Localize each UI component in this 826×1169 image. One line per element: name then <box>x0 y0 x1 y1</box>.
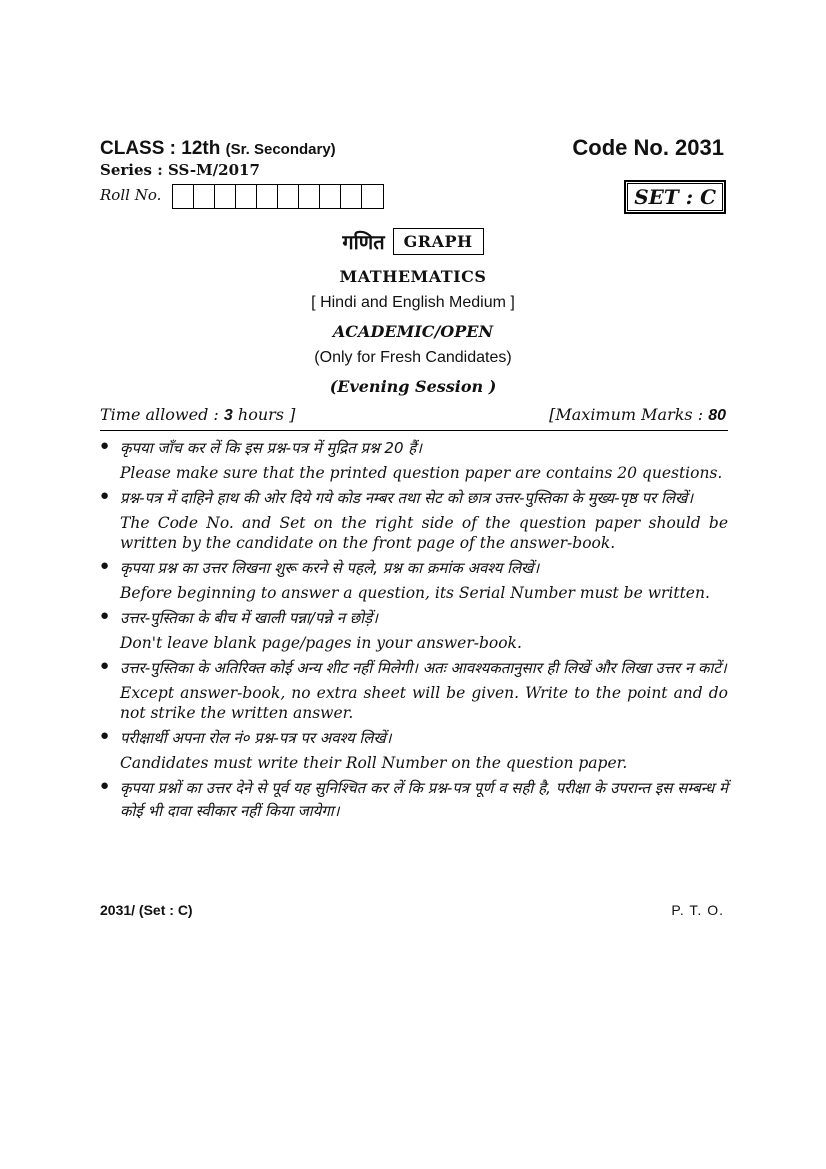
maximum-marks: [Maximum Marks : 80 <box>549 405 726 424</box>
medium-label: [ Hindi and English Medium ] <box>311 294 515 311</box>
instruction-hindi: कृपया जाँच कर लें कि इस प्रश्न-पत्र में मुद्रित प्रश्न 20 हैं। <box>120 439 422 457</box>
instruction-english: Don't leave blank page/pages in your answer-book. <box>120 634 522 652</box>
instruction-english: Except answer-book, no extra sheet will be given. Write to the point and do not strike the written answer. <box>120 684 728 722</box>
bullet-icon: ● <box>100 728 110 744</box>
instruction-hindi: उत्तर-पुस्तिका के बीच में खाली पन्ना/पन्ने न छोड़ें। <box>120 609 378 627</box>
mode-label: ACADEMIC/OPEN <box>332 322 494 341</box>
exam-info-row <box>100 405 726 425</box>
instructions-list <box>100 437 728 827</box>
instruction-item <box>100 557 728 603</box>
bullet-icon: ● <box>100 608 110 624</box>
hindi-subject-title: गणित <box>342 230 385 254</box>
roll-box <box>257 185 278 208</box>
instruction-item <box>100 657 728 723</box>
code-number: Code No. 2031 <box>572 135 724 160</box>
roll-box <box>341 185 362 208</box>
class-label: CLASS : 12th (Sr. Secondary) <box>100 138 336 159</box>
graph-box: GRAPH <box>393 228 484 255</box>
candidates-label: (Only for Fresh Candidates) <box>314 349 512 366</box>
instruction-hindi: कृपया प्रश्न का उत्तर लिखना शुरू करने से पहले, प्रश्न का क्रमांक अवश्य लिखें। <box>120 559 540 577</box>
bullet-icon: ● <box>100 438 110 454</box>
series-label: Series : SS-M/2017 <box>100 161 260 179</box>
instruction-hindi: उत्तर-पुस्तिका के अतिरिक्त कोई अन्य शीट नहीं मिलेगी। अतः आवश्यकतानुसार ही लिखें और लिखा उत्तर न काटें। <box>120 659 727 677</box>
instruction-item <box>100 777 728 823</box>
instruction-english: Candidates must write their Roll Number on the question paper. <box>120 754 628 772</box>
set-box <box>624 180 726 214</box>
marks-value: 80 <box>708 407 726 424</box>
roll-box <box>320 185 341 208</box>
instruction-english: Please make sure that the printed question paper are contains 20 questions. <box>120 464 723 482</box>
roll-number-boxes <box>172 184 384 209</box>
bullet-icon: ● <box>100 488 110 504</box>
instruction-item <box>100 437 728 483</box>
footer-paper-code: 2031/ (Set : C) <box>100 902 193 918</box>
divider <box>100 430 728 431</box>
time-value: 3 <box>223 407 233 424</box>
bullet-icon: ● <box>100 658 110 674</box>
subject-title: MATHEMATICS <box>339 267 487 286</box>
instruction-english: Before beginning to answer a question, its Serial Number must be written. <box>120 584 710 602</box>
instruction-hindi: प्रश्न-पत्र में दाहिने हाथ की ओर दिये गये कोड नम्बर तथा सेट को छात्र उत्तर-पुस्तिका के मुख्य-पृष्ठ पर लिखें। <box>120 489 694 507</box>
instruction-item <box>100 487 728 553</box>
roll-box <box>236 185 257 208</box>
instruction-hindi: परीक्षार्थी अपना रोल नं० प्रश्न-पत्र पर अवश्य लिखें। <box>120 729 392 747</box>
roll-box <box>299 185 320 208</box>
instruction-hindi: कृपया प्रश्नों का उत्तर देने से पूर्व यह सुनिश्चित कर लें कि प्रश्न-पत्र पूर्ण व सही है, परीक्षा के उपरान्त इस सम्बन्ध में कोई भी दावा स्वीकार नहीं किया जायेगा। <box>120 779 728 820</box>
instruction-item <box>100 727 728 773</box>
roll-box <box>278 185 299 208</box>
session-label: (Evening Session ) <box>329 377 497 396</box>
bullet-icon: ● <box>100 778 110 794</box>
roll-box <box>215 185 236 208</box>
roll-number-label: Roll No. <box>100 186 162 204</box>
roll-box <box>362 185 383 208</box>
class-subtitle: (Sr. Secondary) <box>225 141 336 158</box>
set-label: SET : C <box>627 183 723 211</box>
bullet-icon: ● <box>100 558 110 574</box>
time-allowed: Time allowed : 3 hours ] <box>100 405 296 424</box>
title-row <box>0 228 826 255</box>
roll-box <box>194 185 215 208</box>
roll-box <box>173 185 194 208</box>
instruction-item <box>100 607 728 653</box>
instruction-english: The Code No. and Set on the right side of the question paper should be written by the candidate on the front page of the answer-book. <box>120 514 728 552</box>
footer-pto: P. T. O. <box>671 902 724 918</box>
